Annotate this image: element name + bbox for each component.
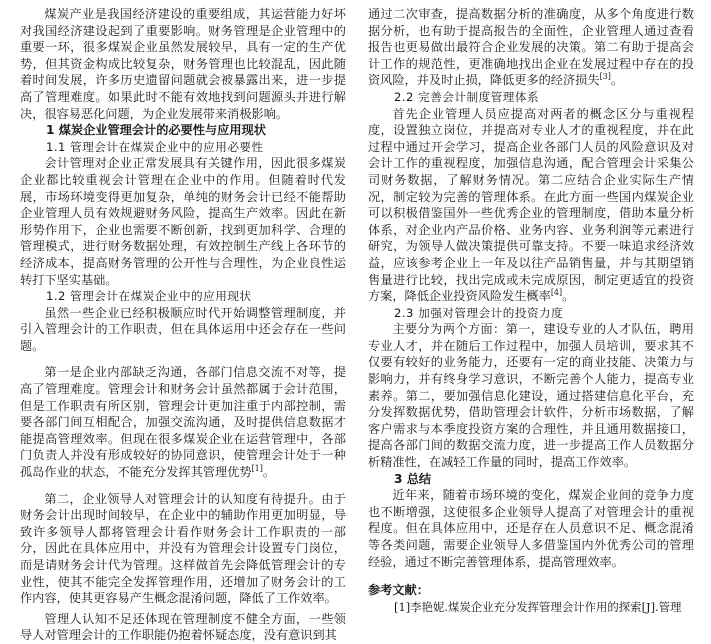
references-heading: 参考文献： [368, 583, 429, 598]
citation-3: [3] [599, 72, 611, 82]
section-2-3-heading: 2.3 加强对管理会计的投资力度 [394, 305, 564, 320]
continued-paragraph: 通过二次审查，提高数据分析的准确度，从多个角度进行数据分析，也有助于提高报告的全面性，企业管理人通过查看报告也更易做出最符合企业发展的决策。第二有助于提高会计工作的规范性，更准确地找出企业在发展过程中存在的投资风险，并及时止损，降低更多的经济损失[3]。 [368, 7, 694, 88]
citation-4: [4] [550, 288, 563, 298]
section-3-paragraph: 近年来，随着市场环境的变化，煤炭企业间的竞争力度也不断增强，这使很多企业领导人提高了对管理会计的重视程度。但在具体应用中，还是存在人员意识不足、概念混淆等各类问题，需要企业领导人多借鉴国内外优秀公司的管理经验，通过不断完善管理体系，提高管理效率。 [368, 488, 694, 569]
section-3-heading: 3 总结 [394, 471, 432, 486]
reference-1: [1]李艳妮.煤炭企业充分发挥管理会计作用的探索[J].管理 [394, 599, 682, 614]
right-column [368, 6, 694, 614]
section-1-2-paragraph-b: 第一是企业内部缺乏沟通，各部门信息交流不对等，提高了管理难度。管理会计和财务会计虽然都属于会计范围，但是工作职责有所区别，管理会计更加注重于内部控制，需要各部门间互相配合，加强交流沟通，及时提供信息数据才能提高管理效率。但现在很多煤炭企业在运营管理中，各部门负责人并没有形成较好的协同意识，使管理会计处于一种孤岛作业的状态，不能充分发挥其管理优势[1]。 [20, 365, 346, 480]
left-column [20, 6, 346, 643]
section-1-1-heading: 1.1 管理会计在煤炭企业中的应用必要性 [46, 139, 264, 154]
section-2-2-heading: 2.2 完善会计制度管理体系 [394, 89, 540, 104]
section-1-2-heading: 1.2 管理会计在煤炭企业中的应用现状 [46, 289, 252, 304]
section-1-heading: 1 煤炭企业管理会计的必要性与应用现状 [46, 123, 266, 138]
section-1-1-paragraph: 会计管理对企业正常发展具有关键作用，因此很多煤炭企业都比较重视会计管理在企业中的作用。但随着时代发展，市场环境变得更加复杂，单纯的财务会计已经不能帮助企业管理人员有效规避财务风险，提高生产效率。因此在新形势作用下，企业也需要不断创新，找到更加科学、合理的管理模式，进行财务数据处理，有效控制生产线上各环节的经济成本，提高财务管理的公开性与合理性，为企业良性运转打下坚实基础。 [20, 156, 346, 287]
section-2-2-paragraph: 首先企业管理人员应提高对两者的概念区分与重视程度，设置独立岗位，并提高对专业人才的重视程度，并在此过程中通过开会学习，提高企业各部门人员的风险意识及对会计工作的重视程度，加强信息沟通，配合管理会计采集公司财务数据，了解财务情况。第二应结合企业实际生产情况，制定较为完善的管理体系。在此方面一些国内煤炭企业可以积极借鉴国外一些优秀企业的管理制度，借助本量分析体系，对企业内产品价格、业务内容、业务利润等元素进行研究，为领导人做决策提供可靠支持。不要一味追求经济效益，应该参考企业上一年及以往产品销售量，并与其期望销售量进行比较，找出完成或未完成原因，制定更适宜的投资方案，降低企业投资风险发生概率[4]。 [368, 106, 694, 304]
section-1-2-paragraph-c: 第二，企业领导人对管理会计的认知度有待提升。由于财务会计出现时间较早，在企业中的辅助作用更加明显，导致许多领导人都将管理会计看作财务会计工作职责的一部分，因此在具体应用中，并没有为管理会计设置专门岗位，而是请财务会计代为管理。这样做首先会降低管理会计的专业性，使其不能完全发挥管理作用，还增加了财务会计的工作内容，使其更容易产生概念混淆问题，降低了工作效率。 [20, 491, 346, 606]
intro-paragraph: 煤炭产业是我国经济建设的重要组成，其运营能力好坏对我国经济建设起到了重要影响。财务管理是企业管理中的重要一环，很多煤炭企业虽然发展较早，具有一定的生产优势，但其资金构成比较复杂，财务管理也比较混乱，因此随着时间发展，许多历史遗留问题就会被暴露出来，进一步提高了管理难度。如果此时不能有效地找到问题源头并进行解决，很容易恶化问题，为企业发展带来消极影响。 [20, 7, 346, 121]
section-1-2-paragraph-d: 管理人认知不足还体现在管理制度不健全方面，一些领导人对管理会计的工作职能仍抱着怀疑态度，没有意识到其 [20, 611, 346, 643]
section-2-3-paragraph: 主要分为两个方面：第一，建设专业的人才队伍，聘用专业人才，并在随后工作过程中，加强人员培训，要求其不仅要有较好的业务能力，还要有一定的商业技能、决策力与影响力，并有终身学习意识，不断完善个人能力，提高专业素养。第二，要加强信息化建设，通过搭建信息化平台，充分发挥数据优势，借助管理会计软件，分析市场数据，了解客户需求与本季度投资方案的合理性，并且通用数据接口，提高各部门间的数据交流力度，进一步提高工作人员数据分析精准性，在减轻工作量的同时，提高工作效率。 [368, 322, 694, 470]
citation-1: [1] [251, 463, 263, 473]
section-1-2-paragraph-a: 虽然一些企业已经积极顺应时代开始调整管理制度，并引入管理会计的工作职责，但在具体运用中还会存在一些问题。 [20, 305, 346, 353]
